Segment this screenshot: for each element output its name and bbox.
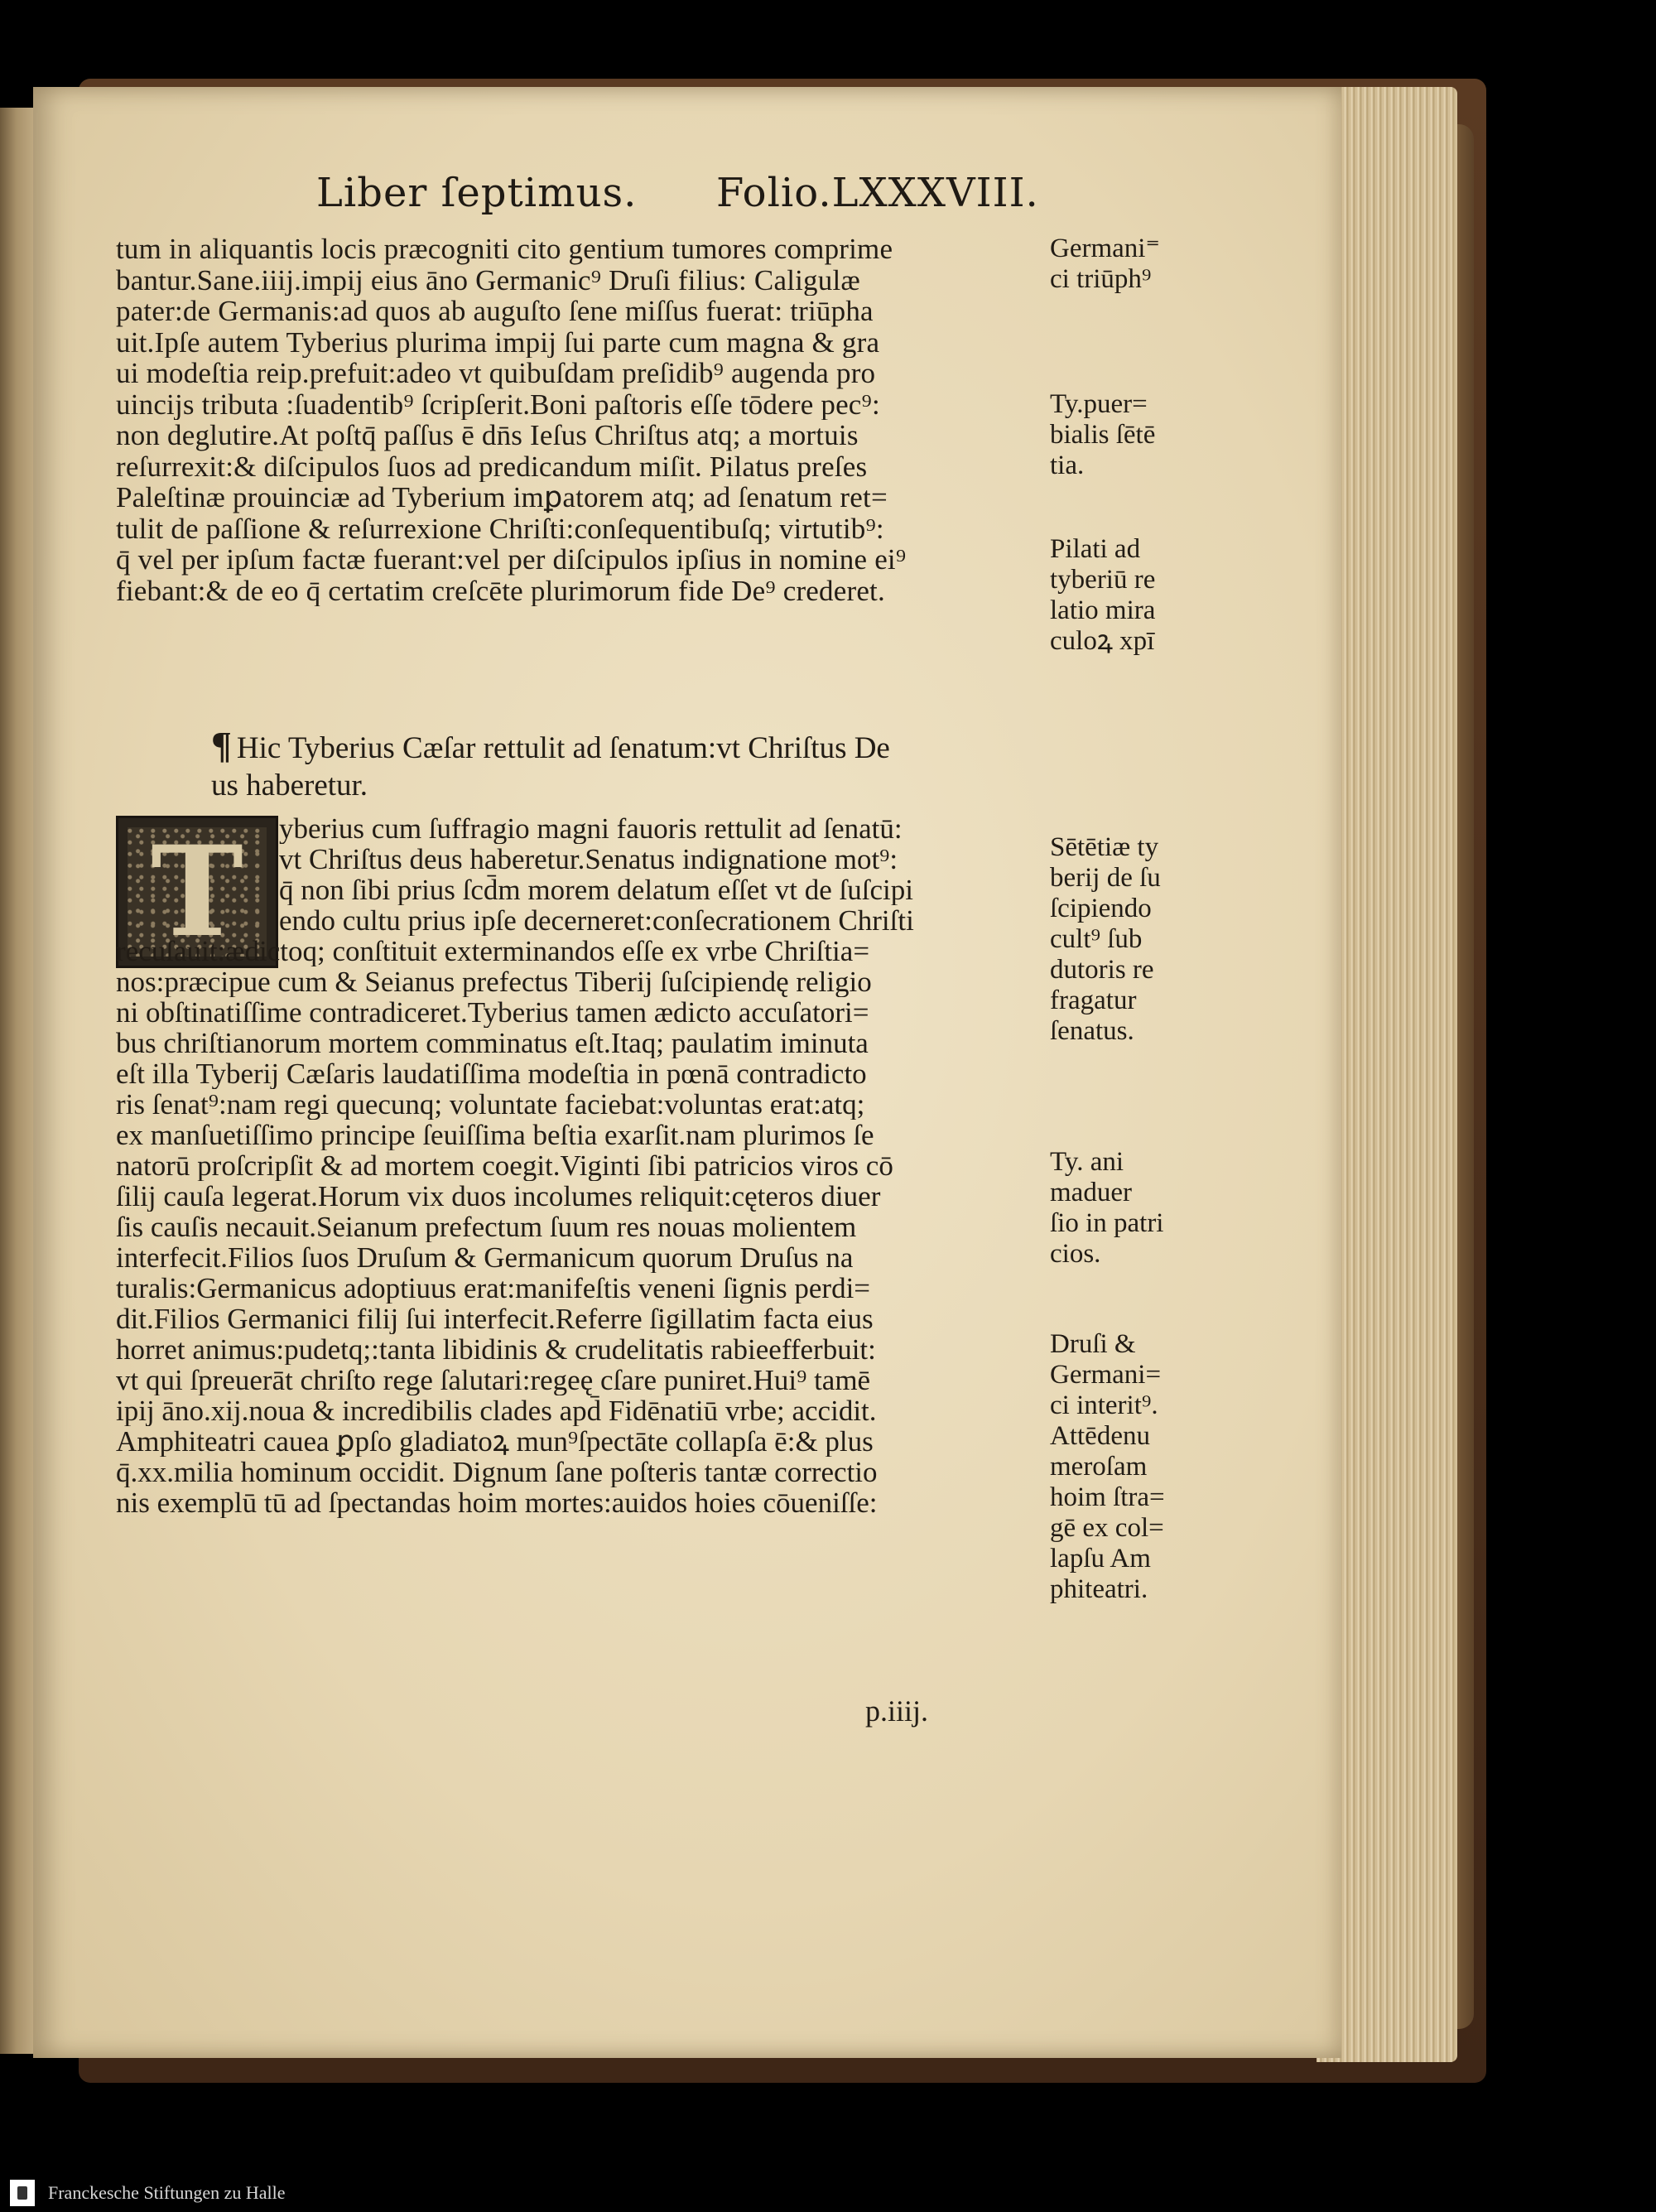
marginal-line: maduer [1050,1178,1132,1207]
text-line: ex manſuetiſſimo principe ſeuiſſima beſtia exarſit.nam plurimos ſe [116,1120,874,1150]
marginal-line: Germani⁼ [1050,234,1160,263]
text-line: nos:præcipue cum & Seianus prefectus Tiberij ſuſcipiendę religio [116,966,872,997]
text-line: nis exemplū tū ad ſpectandas hoim mortes:auidos hoies cōueniſſe: [116,1487,878,1518]
marginal-line: lapſu Am [1050,1544,1151,1573]
signature-mark: p.iiij. [865,1694,929,1728]
marginal-line: ci interit⁹. [1050,1390,1158,1420]
text-line: horret animus:pudetq;:tanta libidinis & crudelitatis rabieefferbuit: [116,1334,876,1365]
text-line: vt qui ſpreuerāt chriſto rege ſalutari:regeę cſare puniret.Hui⁹ tamē [116,1365,871,1395]
marginal-line: ci triūph⁹ [1050,264,1152,294]
marginal-line: gē ex col= [1050,1513,1164,1543]
marginal-line: phiteatri. [1050,1574,1148,1604]
marginal-line: fragatur [1050,986,1137,1015]
marginal-line: hoim ſtra= [1050,1482,1165,1512]
text-line: q̄ non ſibi prius ſcd̄m morem delatum eſſet vt de ſuſcipi [279,875,913,905]
institution-logo-icon [10,2180,35,2206]
marginal-line: tyberiū re [1050,565,1156,595]
text-line: fiebant:& de eo q̄ certatim creſcēte plurimorum fide De⁹ crederet. [116,575,885,606]
main-text-block [116,234,1047,606]
text-line: Amphiteatri cauea ꝑpſo gladiatoꝝ mun⁹ſpectāte collapſa ē:& plus [116,1426,874,1457]
marginal-line: Germani= [1050,1360,1162,1390]
running-head-folio: Folio.LXXXVIII. [716,170,1039,216]
text-line: endo cultu prius ipſe decerneret:conſecrationem Chriſti [279,905,914,936]
pilcrow-icon: ¶ [211,724,232,766]
marginal-note-6 [1050,1329,1165,1605]
text-line: ris ſenat⁹:nam regi quecunq; voluntate faciebat:voluntas erat:atq; [116,1089,865,1120]
marginal-line: Ty.puer= [1050,389,1148,419]
marginal-note-5 [1050,1147,1163,1270]
text-line: ſis cauſis necauit.Seianum prefectum ſuum res nouas molientem [116,1212,857,1242]
text-line: q̄ vel per ipſum factæ fuerant:vel per diſcipulos ipſius in nomine ei⁹ [116,544,907,576]
marginal-line: ſenatus. [1050,1016,1134,1046]
text-line: bus chriſtianorum mortem comminatus eſt.Itaq; paulatim iminuta [116,1028,869,1058]
text-line: tum in aliquantis locis præcogniti cito gentium tumores comprime [116,234,893,265]
marginal-line: bialis ſētē [1050,420,1156,450]
text-line: recuſauit:ædictoq; conſtituit exterminandos eſſe ex vrbe Chriſtia= [116,936,870,966]
marginal-line: Pilati ad [1050,534,1141,564]
initial-letter: T [151,819,243,965]
text-line: ipij āno.xij.noua & incredibilis clades apd̄ Fidēnatiū vrbe; accidit. [116,1395,877,1426]
institution-name: Franckesche Stiftungen zu Halle [48,2182,286,2203]
heading-line-1: Hic Tyberius Cæſar rettulit ad ſenatum:vt Chriſtus De [236,731,890,765]
marginal-line: tia. [1050,451,1085,480]
marginal-line: Druſi & [1050,1329,1136,1359]
running-head-book: Liber ſeptimus. [316,170,638,216]
text-line: interfecit.Filios ſuos Druſum & Germanicum quorum Druſus na [116,1242,854,1273]
marginal-line: ſcipiendo [1050,894,1152,923]
text-line: vt Chriſtus deus haberetur.Senatus indignatione mot⁹: [279,844,898,875]
text-line: uit.Ipſe autem Tyberius plurima impij ſui parte cum magna & gra [116,326,880,358]
marginal-line: Attēdenu [1050,1421,1150,1451]
body-text-block [116,813,1047,1518]
text-line: natorū proſcripſit & ad mortem coegit.Viginti ſibi patricios viros cō [116,1150,893,1181]
text-line: reſurrexit:& diſcipulos ſuos ad predicandum miſit. Pilatus preſes [116,451,868,482]
text-line: pater:de Germanis:ad quos ab auguſto ſene miſſus fuerat: triūpha [116,296,874,327]
section-heading [211,726,1047,804]
text-line: Paleſtinæ prouinciæ ad Tyberium imꝑatorem atq; ad ſenatum ret= [116,482,888,513]
text-line: ni obſtinatiſſime contradiceret.Tyberius tamen ædicto accuſatori= [116,997,869,1028]
marginal-line: dutoris re [1050,955,1154,985]
heading-line-2: us haberetur. [211,769,368,802]
text-line: bantur.Sane.iiij.impij eius āno Germanic⁹ Druſi filius: Caligulæ [116,264,860,296]
text-line: turalis:Germanicus adoptiuus erat:manifeſtis veneni ſignis perdi= [116,1273,871,1304]
text-line: ſilij cauſa legerat.Horum vix duos incolumes reliquit:cęteros diuer [116,1181,881,1212]
text-line: non deglutire.At poſtq̄ paſſus ē dn̄s Ieſus Chriſtus atq; a mortuis [116,420,859,451]
marginal-line: ſio in patri [1050,1208,1164,1238]
text-line: eſt illa Tyberij Cæſaris laudatiſſima modeſtia in pœnā contradicto [116,1058,867,1089]
marginal-line: culoꝝ xpī [1050,626,1155,656]
marginal-line: meroſam [1050,1452,1148,1482]
text-line: tulit de paſſione & reſurrexione Chriſti:conſequentibuſq; virtutib⁹: [116,513,884,544]
text-line: q̄.xx.milia hominum occidit. Dignum ſane poſteris tantæ correctio [116,1457,878,1487]
marginal-line: cios. [1050,1239,1101,1269]
marginal-line: latio mira [1050,595,1156,625]
marginal-line: Sētētiæ ty [1050,832,1159,862]
marginal-line: Ty. ani [1050,1147,1124,1177]
marginal-note-1 [1050,234,1160,295]
text-line: ui modeſtia reip.prefuit:adeo vt quibuſdam preſidib⁹ augenda pro [116,358,876,389]
marginal-note-3 [1050,534,1155,657]
marginal-note-2 [1050,389,1155,481]
marginal-line: cult⁹ ſub [1050,924,1143,954]
text-line: dit.Filios Germanici filij ſui interfecit.Referre ſigillatim facta eius [116,1304,874,1334]
text-line: uincijs tributa :ſuadentib⁹ ſcripſerit.Boni paſtoris eſſe tōdere pec⁹: [116,388,880,420]
text-line: yberius cum ſuffragio magni fauoris rettulit ad ſenatū: [279,813,903,844]
marginal-line: berij de ſu [1050,863,1161,893]
marginal-note-4 [1050,832,1161,1047]
